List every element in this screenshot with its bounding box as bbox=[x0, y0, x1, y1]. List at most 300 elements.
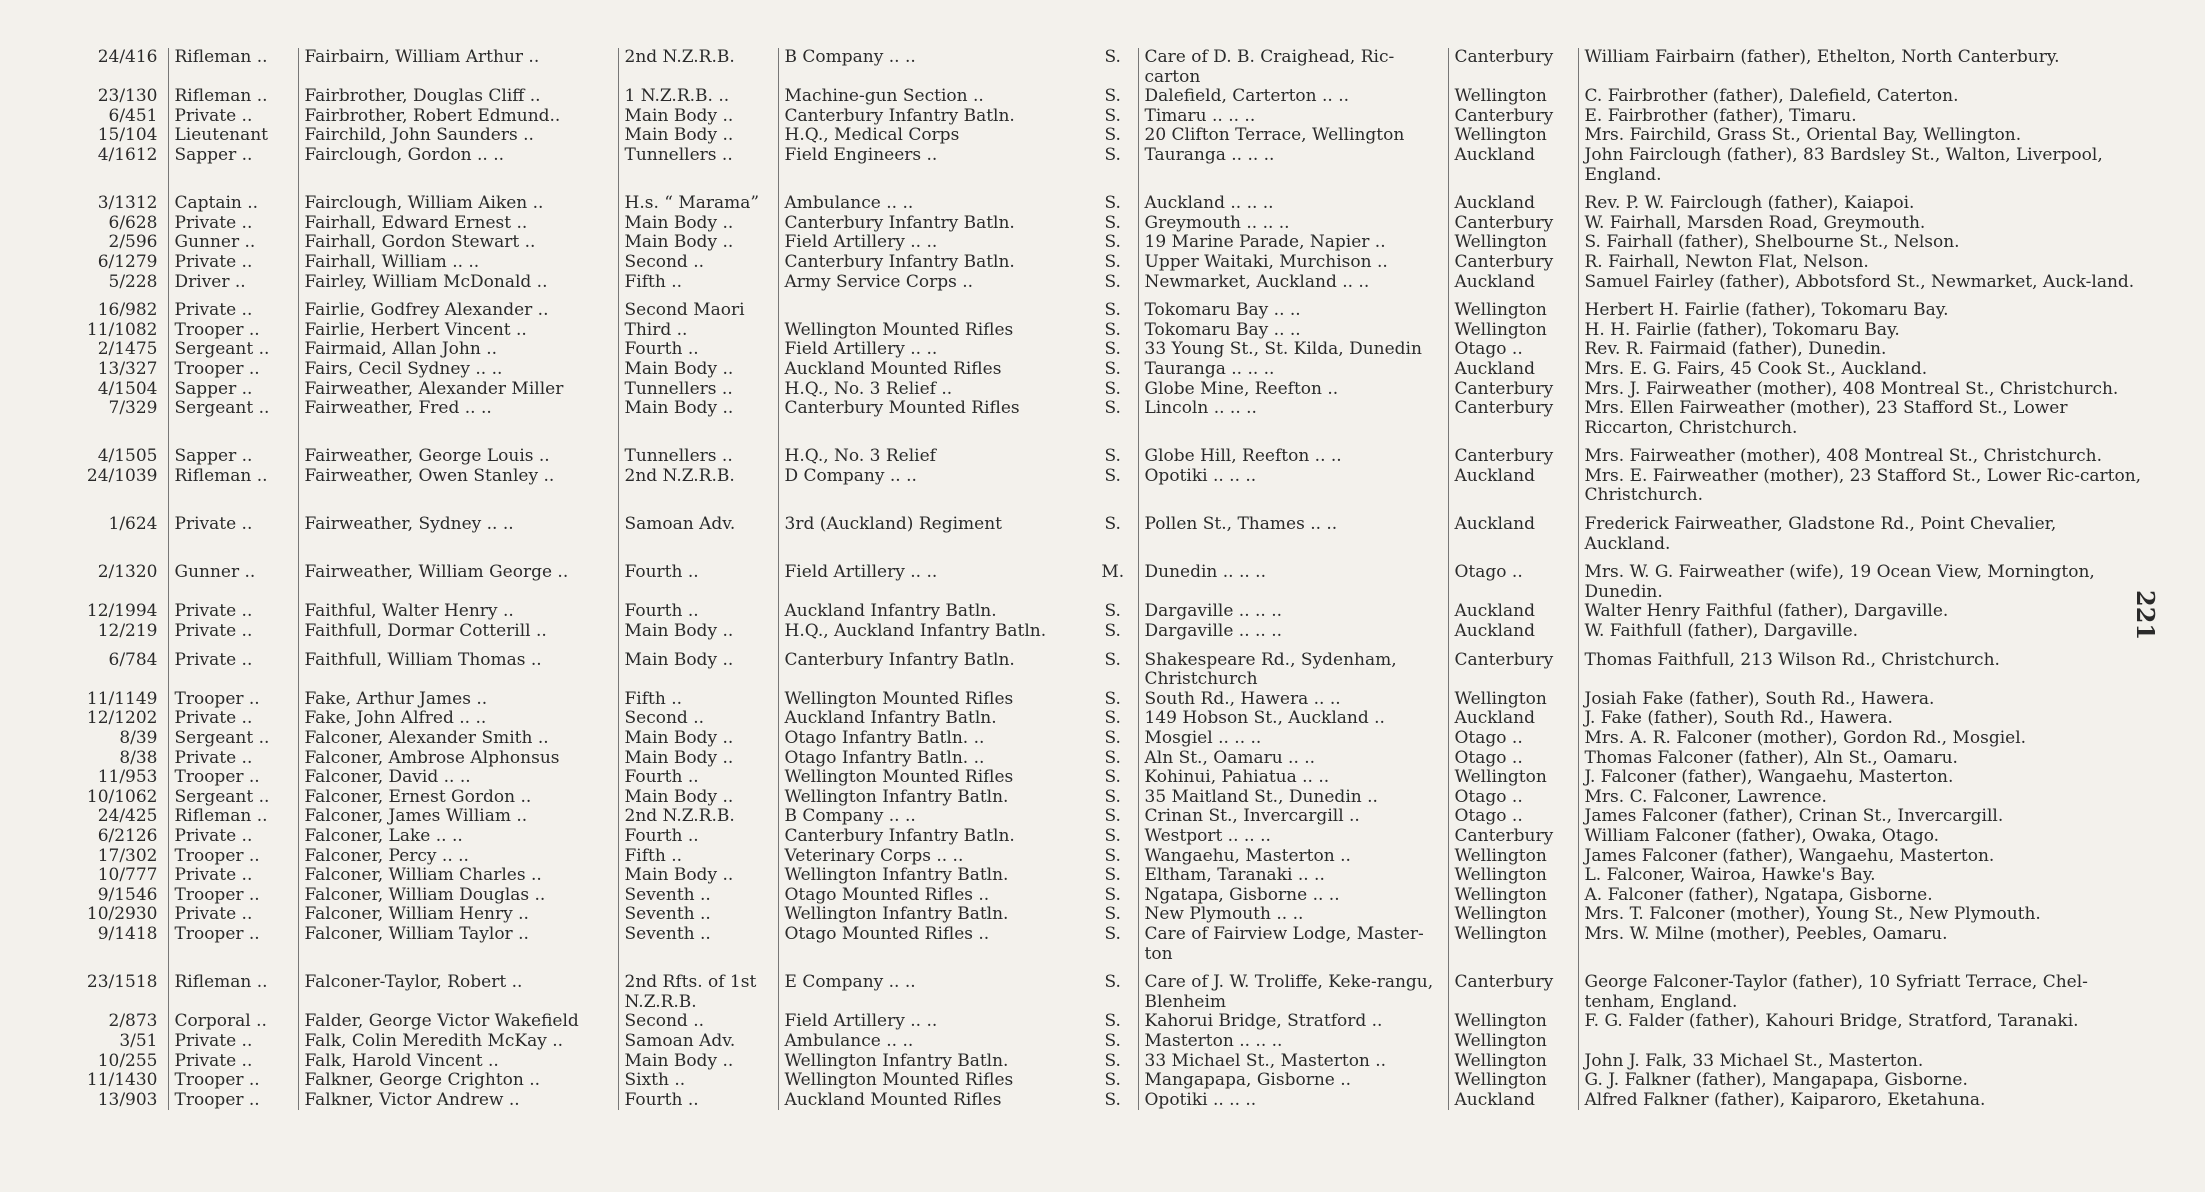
table-row bbox=[60, 1012, 2150, 1032]
district-cell: Wellington bbox=[1448, 847, 1578, 867]
soldier-name-cell: Fake, Arthur James .. bbox=[298, 690, 618, 710]
unit-cell: Field Artillery .. .. bbox=[778, 1012, 1088, 1032]
force-cell: 2nd N.Z.R.B. bbox=[618, 48, 778, 87]
table-row bbox=[60, 1091, 2150, 1111]
next-of-kin-cell: F. G. Falder (father), Kahouri Bridge, Stratford, Taranaki. bbox=[1578, 1012, 2150, 1032]
regimental-number-cell: 6/628 bbox=[108, 213, 158, 233]
district-cell: Canterbury bbox=[1448, 642, 1578, 690]
next-of-kin-cell bbox=[1578, 1032, 2150, 1052]
regimental-number-cell: 9/1546 bbox=[97, 885, 158, 905]
table-row bbox=[60, 126, 2150, 146]
unit-cell: Wellington Mounted Rifles bbox=[778, 1071, 1088, 1091]
soldier-name-cell: Falder, George Victor Wakefield bbox=[298, 1012, 618, 1032]
soldier-name-cell: Fairclough, William Aiken .. bbox=[298, 185, 618, 214]
rank-cell: Sergeant .. bbox=[168, 340, 298, 360]
rank-cell: Trooper .. bbox=[168, 690, 298, 710]
table-row bbox=[60, 729, 2150, 749]
next-of-kin-cell: Frederick Fairweather, Gladstone Rd., Point Chevalier, Auckland. bbox=[1578, 506, 2150, 554]
unit-cell: Canterbury Infantry Batln. bbox=[778, 642, 1088, 690]
regimental-number-cell: 6/2126 bbox=[97, 826, 158, 846]
marital-status-cell: S. bbox=[1104, 1031, 1121, 1051]
rank-cell: Trooper .. bbox=[168, 1071, 298, 1091]
rank-cell: Sapper .. bbox=[168, 380, 298, 400]
force-cell: Main Body .. bbox=[618, 622, 778, 642]
unit-cell: Canterbury Infantry Batln. bbox=[778, 107, 1088, 127]
regimental-number-cell: 8/38 bbox=[119, 748, 158, 768]
rank-cell: Private .. bbox=[168, 107, 298, 127]
unit-cell: Wellington Mounted Rifles bbox=[778, 321, 1088, 341]
next-of-kin-cell: L. Falconer, Wairoa, Hawke's Bay. bbox=[1578, 866, 2150, 886]
soldier-name-cell: Falkner, Victor Andrew .. bbox=[298, 1091, 618, 1111]
soldier-name-cell: Fairweather, William George .. bbox=[298, 554, 618, 602]
marital-status-cell: S. bbox=[1104, 649, 1121, 670]
next-of-kin-cell: A. Falconer (father), Ngatapa, Gisborne. bbox=[1578, 886, 2150, 906]
next-of-kin-cell: Mrs. T. Falconer (mother), Young St., New Plymouth. bbox=[1578, 905, 2150, 925]
table-row bbox=[60, 886, 2150, 906]
table-row bbox=[60, 1071, 2150, 1091]
force-cell: Main Body .. bbox=[618, 749, 778, 769]
marital-status-cell: S. bbox=[1104, 193, 1121, 214]
force-cell: Main Body .. bbox=[618, 360, 778, 380]
force-cell: Main Body .. bbox=[618, 729, 778, 749]
next-of-kin-cell: Mrs. C. Falconer, Lawrence. bbox=[1578, 788, 2150, 808]
address-cell: Tauranga .. .. .. bbox=[1138, 360, 1448, 380]
force-cell: 2nd Rfts. of 1st N.Z.R.B. bbox=[618, 964, 778, 1012]
regimental-number-cell: 24/425 bbox=[97, 807, 158, 827]
next-of-kin-cell: Mrs. Fairchild, Grass St., Oriental Bay, Wellington. bbox=[1578, 126, 2150, 146]
unit-cell: Auckland Mounted Rifles bbox=[778, 360, 1088, 380]
table-row bbox=[60, 292, 2150, 321]
district-cell: Otago .. bbox=[1448, 749, 1578, 769]
soldier-name-cell: Falconer-Taylor, Robert .. bbox=[298, 964, 618, 1012]
next-of-kin-cell: William Falconer (father), Owaka, Otago. bbox=[1578, 827, 2150, 847]
table-row bbox=[60, 925, 2150, 964]
next-of-kin-cell: John Fairclough (father), 83 Bardsley St., Walton, Liverpool, England. bbox=[1578, 146, 2150, 185]
marital-status-cell: S. bbox=[1104, 514, 1121, 535]
unit-cell: Ambulance .. .. bbox=[778, 185, 1088, 214]
rank-cell: Rifleman .. bbox=[168, 964, 298, 1012]
roll-rows bbox=[60, 48, 2150, 1110]
regimental-number-cell: 7/329 bbox=[108, 399, 158, 419]
next-of-kin-cell: William Fairbairn (father), Ethelton, North Canterbury. bbox=[1578, 48, 2150, 87]
district-cell: Otago .. bbox=[1448, 554, 1578, 602]
unit-cell: Wellington Mounted Rifles bbox=[778, 690, 1088, 710]
unit-cell: H.Q., No. 3 Relief bbox=[778, 438, 1088, 467]
next-of-kin-cell: Mrs. Fairweather (mother), 408 Montreal St., Christchurch. bbox=[1578, 438, 2150, 467]
unit-cell: Auckland Infantry Batln. bbox=[778, 709, 1088, 729]
address-cell: 149 Hobson St., Auckland .. bbox=[1138, 709, 1448, 729]
address-cell: Kahorui Bridge, Stratford .. bbox=[1138, 1012, 1448, 1032]
regimental-number-cell: 8/39 bbox=[119, 729, 158, 748]
soldier-name-cell: Fairweather, Sydney .. .. bbox=[298, 506, 618, 554]
regimental-number-cell: 24/416 bbox=[97, 48, 158, 67]
unit-cell: Otago Mounted Rifles .. bbox=[778, 886, 1088, 906]
unit-cell: Ambulance .. .. bbox=[778, 1032, 1088, 1052]
soldier-name-cell: Fairweather, Fred .. .. bbox=[298, 399, 618, 438]
address-cell: Timaru .. .. .. bbox=[1138, 107, 1448, 127]
soldier-name-cell: Fairlie, Herbert Vincent .. bbox=[298, 321, 618, 341]
rank-cell: Trooper .. bbox=[168, 321, 298, 341]
table-row bbox=[60, 185, 2150, 214]
district-cell: Wellington bbox=[1448, 886, 1578, 906]
address-cell: Lincoln .. .. .. bbox=[1138, 399, 1448, 438]
force-cell: Main Body .. bbox=[618, 399, 778, 438]
rank-cell: Gunner .. bbox=[168, 554, 298, 602]
next-of-kin-cell: Mrs. A. R. Falconer (mother), Gordon Rd., Mosgiel. bbox=[1578, 729, 2150, 749]
marital-status-cell: S. bbox=[1104, 866, 1121, 886]
soldier-name-cell: Falconer, Percy .. .. bbox=[298, 847, 618, 867]
district-cell: Canterbury bbox=[1448, 964, 1578, 1012]
next-of-kin-cell: Mrs. W. G. Fairweather (wife), 19 Ocean View, Mornington, Dunedin. bbox=[1578, 554, 2150, 602]
force-cell: 1 N.Z.R.B. .. bbox=[618, 87, 778, 107]
rank-cell: Private .. bbox=[168, 292, 298, 321]
regimental-number-cell: 2/1475 bbox=[97, 340, 158, 360]
rank-cell: Sergeant .. bbox=[168, 788, 298, 808]
force-cell: Second .. bbox=[618, 253, 778, 273]
regimental-number-cell: 5/228 bbox=[108, 272, 158, 292]
address-cell: Crinan St., Invercargill .. bbox=[1138, 807, 1448, 827]
district-cell: Otago .. bbox=[1448, 788, 1578, 808]
force-cell: Tunnellers .. bbox=[618, 438, 778, 467]
force-cell: Second .. bbox=[618, 1012, 778, 1032]
rank-cell: Trooper .. bbox=[168, 768, 298, 788]
address-cell: Dunedin .. .. .. bbox=[1138, 554, 1448, 602]
next-of-kin-cell: Rev. P. W. Fairclough (father), Kaiapoi. bbox=[1578, 185, 2150, 214]
regimental-number-cell: 2/1320 bbox=[97, 562, 158, 583]
next-of-kin-cell: James Falconer (father), Crinan St., Invercargill. bbox=[1578, 807, 2150, 827]
rank-cell: Sapper .. bbox=[168, 146, 298, 185]
next-of-kin-cell: Mrs. E. Fairweather (mother), 23 Stafford St., Lower Ric-carton, Christchurch. bbox=[1578, 467, 2150, 506]
marital-status-cell: S. bbox=[1104, 846, 1121, 866]
rank-cell: Private .. bbox=[168, 866, 298, 886]
marital-status-cell: S. bbox=[1104, 924, 1121, 944]
marital-status-cell: S. bbox=[1104, 905, 1121, 925]
force-cell: Samoan Adv. bbox=[618, 1032, 778, 1052]
marital-status-cell: S. bbox=[1104, 602, 1121, 622]
address-cell: Aln St., Oamaru .. .. bbox=[1138, 749, 1448, 769]
next-of-kin-cell: S. Fairhall (father), Shelbourne St., Nelson. bbox=[1578, 233, 2150, 253]
soldier-name-cell: Falconer, William Taylor .. bbox=[298, 925, 618, 964]
address-cell: Auckland .. .. .. bbox=[1138, 185, 1448, 214]
force-cell: 2nd N.Z.R.B. bbox=[618, 467, 778, 506]
table-row bbox=[60, 107, 2150, 127]
force-cell: Tunnellers .. bbox=[618, 380, 778, 400]
marital-status-cell: S. bbox=[1104, 320, 1121, 340]
force-cell: Fourth .. bbox=[618, 340, 778, 360]
address-cell: Mangapapa, Gisborne .. bbox=[1138, 1071, 1448, 1091]
table-row bbox=[60, 642, 2150, 690]
district-cell: Wellington bbox=[1448, 292, 1578, 321]
marital-status-cell: S. bbox=[1104, 622, 1121, 642]
marital-status-cell: S. bbox=[1104, 1012, 1121, 1032]
next-of-kin-cell: H. H. Fairlie (father), Tokomaru Bay. bbox=[1578, 321, 2150, 341]
regimental-number-cell: 11/1149 bbox=[86, 689, 158, 709]
marital-status-cell: S. bbox=[1104, 106, 1121, 126]
regimental-number-cell: 24/1039 bbox=[86, 466, 158, 486]
marital-status-cell: S. bbox=[1104, 1090, 1121, 1110]
force-cell: Main Body .. bbox=[618, 107, 778, 127]
district-cell: Wellington bbox=[1448, 768, 1578, 788]
next-of-kin-cell: Rev. R. Fairmaid (father), Dunedin. bbox=[1578, 340, 2150, 360]
regimental-number-cell: 12/1994 bbox=[86, 602, 158, 622]
marital-status-cell: S. bbox=[1104, 340, 1121, 360]
regimental-number-cell: 11/953 bbox=[97, 768, 158, 788]
district-cell: Canterbury bbox=[1448, 827, 1578, 847]
regimental-number-cell: 10/777 bbox=[97, 866, 158, 886]
soldier-name-cell: Falconer, William Charles .. bbox=[298, 866, 618, 886]
rank-cell: Lieutenant bbox=[168, 126, 298, 146]
soldier-name-cell: Falconer, William Henry .. bbox=[298, 905, 618, 925]
district-cell: Wellington bbox=[1448, 1052, 1578, 1072]
marital-status-cell: S. bbox=[1104, 48, 1121, 67]
regimental-number-cell: 2/873 bbox=[108, 1012, 158, 1032]
address-cell: Care of Fairview Lodge, Master-ton bbox=[1138, 925, 1448, 964]
force-cell: Fourth .. bbox=[618, 1091, 778, 1111]
rank-cell: Private .. bbox=[168, 214, 298, 234]
address-cell: Kohinui, Pahiatua .. .. bbox=[1138, 768, 1448, 788]
rank-cell: Trooper .. bbox=[168, 886, 298, 906]
table-row bbox=[60, 602, 2150, 622]
unit-cell: Field Artillery .. .. bbox=[778, 554, 1088, 602]
regimental-number-cell: 13/903 bbox=[97, 1090, 158, 1110]
next-of-kin-cell: Alfred Falkner (father), Kaiparoro, Eketahuna. bbox=[1578, 1091, 2150, 1111]
address-cell: South Rd., Hawera .. .. bbox=[1138, 690, 1448, 710]
force-cell: Main Body .. bbox=[618, 1052, 778, 1072]
soldier-name-cell: Fake, John Alfred .. .. bbox=[298, 709, 618, 729]
regimental-number-cell: 1/624 bbox=[108, 514, 158, 535]
soldier-name-cell: Fairhall, Edward Ernest .. bbox=[298, 214, 618, 234]
next-of-kin-cell: W. Faithfull (father), Dargaville. bbox=[1578, 622, 2150, 642]
address-cell: Opotiki .. .. .. bbox=[1138, 1091, 1448, 1111]
next-of-kin-cell: Thomas Falconer (father), Aln St., Oamaru. bbox=[1578, 749, 2150, 769]
district-cell: Auckland bbox=[1448, 602, 1578, 622]
marital-status-cell: S. bbox=[1104, 689, 1121, 709]
table-row bbox=[60, 1052, 2150, 1072]
marital-status-cell: S. bbox=[1104, 145, 1121, 165]
address-cell: Pollen St., Thames .. .. bbox=[1138, 506, 1448, 554]
address-cell: Newmarket, Auckland .. .. bbox=[1138, 273, 1448, 293]
nominal-roll-table bbox=[60, 48, 2150, 1110]
soldier-name-cell: Falconer, William Douglas .. bbox=[298, 886, 618, 906]
regimental-number-cell: 15/104 bbox=[97, 126, 158, 146]
unit-cell: Wellington Infantry Batln. bbox=[778, 905, 1088, 925]
force-cell: Main Body .. bbox=[618, 126, 778, 146]
force-cell: Main Body .. bbox=[618, 866, 778, 886]
force-cell: Fourth .. bbox=[618, 827, 778, 847]
next-of-kin-cell: Thomas Faithfull, 213 Wilson Rd., Christchurch. bbox=[1578, 642, 2150, 690]
next-of-kin-cell: W. Fairhall, Marsden Road, Greymouth. bbox=[1578, 214, 2150, 234]
marital-status-cell: M. bbox=[1101, 562, 1125, 583]
unit-cell: Canterbury Mounted Rifles bbox=[778, 399, 1088, 438]
soldier-name-cell: Falconer, David .. .. bbox=[298, 768, 618, 788]
table-row bbox=[60, 827, 2150, 847]
table-row bbox=[60, 506, 2150, 554]
force-cell: Fourth .. bbox=[618, 768, 778, 788]
marital-status-cell: S. bbox=[1104, 466, 1121, 486]
address-cell: Tauranga .. .. .. bbox=[1138, 146, 1448, 185]
district-cell: Otago .. bbox=[1448, 807, 1578, 827]
force-cell: Second Maori bbox=[618, 292, 778, 321]
soldier-name-cell: Falconer, James William .. bbox=[298, 807, 618, 827]
marital-status-cell: S. bbox=[1104, 300, 1121, 321]
next-of-kin-cell: G. J. Falkner (father), Mangapapa, Gisborne. bbox=[1578, 1071, 2150, 1091]
unit-cell: Canterbury Infantry Batln. bbox=[778, 827, 1088, 847]
unit-cell: Field Artillery .. .. bbox=[778, 340, 1088, 360]
next-of-kin-cell: C. Fairbrother (father), Dalefield, Caterton. bbox=[1578, 87, 2150, 107]
table-row bbox=[60, 438, 2150, 467]
rank-cell: Private .. bbox=[168, 622, 298, 642]
address-cell: Eltham, Taranaki .. .. bbox=[1138, 866, 1448, 886]
unit-cell: H.Q., Auckland Infantry Batln. bbox=[778, 622, 1088, 642]
table-row bbox=[60, 866, 2150, 886]
district-cell: Canterbury bbox=[1448, 253, 1578, 273]
rank-cell: Trooper .. bbox=[168, 1091, 298, 1111]
soldier-name-cell: Fairchild, John Saunders .. bbox=[298, 126, 618, 146]
unit-cell: Auckland Infantry Batln. bbox=[778, 602, 1088, 622]
marital-status-cell: S. bbox=[1104, 826, 1121, 846]
soldier-name-cell: Falkner, George Crighton .. bbox=[298, 1071, 618, 1091]
unit-cell: H.Q., Medical Corps bbox=[778, 126, 1088, 146]
address-cell: Shakespeare Rd., Sydenham, Christchurch bbox=[1138, 642, 1448, 690]
next-of-kin-cell: J. Fake (father), South Rd., Hawera. bbox=[1578, 709, 2150, 729]
regimental-number-cell: 23/130 bbox=[97, 87, 158, 107]
marital-status-cell: S. bbox=[1104, 233, 1121, 253]
district-cell: Auckland bbox=[1448, 467, 1578, 506]
address-cell: Opotiki .. .. .. bbox=[1138, 467, 1448, 506]
district-cell: Otago .. bbox=[1448, 340, 1578, 360]
page-number: 221 bbox=[2131, 590, 2160, 641]
district-cell: Canterbury bbox=[1448, 107, 1578, 127]
district-cell: Auckland bbox=[1448, 360, 1578, 380]
address-cell: Tokomaru Bay .. .. bbox=[1138, 292, 1448, 321]
marital-status-cell: S. bbox=[1104, 807, 1121, 827]
marital-status-cell: S. bbox=[1104, 885, 1121, 905]
rank-cell: Private .. bbox=[168, 1052, 298, 1072]
force-cell: Main Body .. bbox=[618, 214, 778, 234]
regimental-number-cell: 17/302 bbox=[97, 846, 158, 866]
next-of-kin-cell: Herbert H. Fairlie (father), Tokomaru Bay. bbox=[1578, 292, 2150, 321]
unit-cell: 3rd (Auckland) Regiment bbox=[778, 506, 1088, 554]
soldier-name-cell: Falk, Harold Vincent .. bbox=[298, 1052, 618, 1072]
soldier-name-cell: Falconer, Ernest Gordon .. bbox=[298, 788, 618, 808]
next-of-kin-cell: Mrs. Ellen Fairweather (mother), 23 Stafford St., Lower Riccarton, Christchurch. bbox=[1578, 399, 2150, 438]
district-cell: Wellington bbox=[1448, 1071, 1578, 1091]
soldier-name-cell: Fairlie, Godfrey Alexander .. bbox=[298, 292, 618, 321]
table-row bbox=[60, 905, 2150, 925]
address-cell: Globe Hill, Reefton .. .. bbox=[1138, 438, 1448, 467]
force-cell: Seventh .. bbox=[618, 925, 778, 964]
table-row bbox=[60, 321, 2150, 341]
marital-status-cell: S. bbox=[1104, 272, 1121, 292]
marital-status-cell: S. bbox=[1104, 709, 1121, 729]
district-cell: Canterbury bbox=[1448, 380, 1578, 400]
rank-cell: Captain .. bbox=[168, 185, 298, 214]
force-cell: Seventh .. bbox=[618, 886, 778, 906]
rank-cell: Private .. bbox=[168, 827, 298, 847]
table-row bbox=[60, 768, 2150, 788]
soldier-name-cell: Fairley, William McDonald .. bbox=[298, 273, 618, 293]
soldier-name-cell: Fairhall, Gordon Stewart .. bbox=[298, 233, 618, 253]
next-of-kin-cell: Walter Henry Faithful (father), Dargaville. bbox=[1578, 602, 2150, 622]
force-cell: Fourth .. bbox=[618, 602, 778, 622]
rank-cell: Private .. bbox=[168, 642, 298, 690]
table-row bbox=[60, 690, 2150, 710]
district-cell: Wellington bbox=[1448, 905, 1578, 925]
rank-cell: Corporal .. bbox=[168, 1012, 298, 1032]
regimental-number-cell: 16/982 bbox=[97, 300, 158, 321]
marital-status-cell: S. bbox=[1104, 213, 1121, 233]
unit-cell: Field Artillery .. .. bbox=[778, 233, 1088, 253]
unit-cell: Machine-gun Section .. bbox=[778, 87, 1088, 107]
address-cell: 20 Clifton Terrace, Wellington bbox=[1138, 126, 1448, 146]
soldier-name-cell: Faithfull, Dormar Cotterill .. bbox=[298, 622, 618, 642]
district-cell: Auckland bbox=[1448, 506, 1578, 554]
address-cell: Westport .. .. .. bbox=[1138, 827, 1448, 847]
next-of-kin-cell: E. Fairbrother (father), Timaru. bbox=[1578, 107, 2150, 127]
address-cell: Dargaville .. .. .. bbox=[1138, 602, 1448, 622]
rank-cell: Private .. bbox=[168, 506, 298, 554]
unit-cell: Canterbury Infantry Batln. bbox=[778, 214, 1088, 234]
address-cell: Wangaehu, Masterton .. bbox=[1138, 847, 1448, 867]
marital-status-cell: S. bbox=[1104, 748, 1121, 768]
district-cell: Auckland bbox=[1448, 185, 1578, 214]
soldier-name-cell: Fairbrother, Robert Edmund.. bbox=[298, 107, 618, 127]
address-cell: Globe Mine, Reefton .. bbox=[1138, 380, 1448, 400]
rank-cell: Gunner .. bbox=[168, 233, 298, 253]
rank-cell: Rifleman .. bbox=[168, 87, 298, 107]
soldier-name-cell: Fairweather, Owen Stanley .. bbox=[298, 467, 618, 506]
unit-cell: Veterinary Corps .. .. bbox=[778, 847, 1088, 867]
rank-cell: Private .. bbox=[168, 253, 298, 273]
district-cell: Wellington bbox=[1448, 1032, 1578, 1052]
force-cell: Fifth .. bbox=[618, 690, 778, 710]
force-cell: Sixth .. bbox=[618, 1071, 778, 1091]
rank-cell: Private .. bbox=[168, 749, 298, 769]
unit-cell: Canterbury Infantry Batln. bbox=[778, 253, 1088, 273]
rank-cell: Sapper .. bbox=[168, 438, 298, 467]
district-cell: Wellington bbox=[1448, 321, 1578, 341]
rank-cell: Private .. bbox=[168, 1032, 298, 1052]
table-row bbox=[60, 214, 2150, 234]
marital-status-cell: S. bbox=[1104, 87, 1121, 107]
table-row bbox=[60, 360, 2150, 380]
regimental-number-cell: 3/1312 bbox=[97, 193, 158, 214]
table-row bbox=[60, 146, 2150, 185]
table-row bbox=[60, 788, 2150, 808]
district-cell: Wellington bbox=[1448, 233, 1578, 253]
unit-cell: Field Engineers .. bbox=[778, 146, 1088, 185]
district-cell: Wellington bbox=[1448, 87, 1578, 107]
regimental-number-cell: 11/1082 bbox=[86, 320, 158, 340]
table-row bbox=[60, 622, 2150, 642]
table-row bbox=[60, 399, 2150, 438]
regimental-number-cell: 4/1505 bbox=[97, 446, 158, 467]
unit-cell: Otago Mounted Rifles .. bbox=[778, 925, 1088, 964]
force-cell: Fifth .. bbox=[618, 847, 778, 867]
next-of-kin-cell: Samuel Fairley (father), Abbotsford St., Newmarket, Auck-land. bbox=[1578, 273, 2150, 293]
address-cell: 35 Maitland St., Dunedin .. bbox=[1138, 788, 1448, 808]
district-cell: Otago .. bbox=[1448, 729, 1578, 749]
rank-cell: Private .. bbox=[168, 709, 298, 729]
address-cell: Care of D. B. Craighead, Ric-carton bbox=[1138, 48, 1448, 87]
rank-cell: Private .. bbox=[168, 905, 298, 925]
address-cell: 33 Michael St., Masterton .. bbox=[1138, 1052, 1448, 1072]
marital-status-cell: S. bbox=[1104, 1051, 1121, 1071]
unit-cell: B Company .. .. bbox=[778, 48, 1088, 87]
next-of-kin-cell: John J. Falk, 33 Michael St., Masterton. bbox=[1578, 1052, 2150, 1072]
soldier-name-cell: Fairmaid, Allan John .. bbox=[298, 340, 618, 360]
rank-cell: Private .. bbox=[168, 602, 298, 622]
